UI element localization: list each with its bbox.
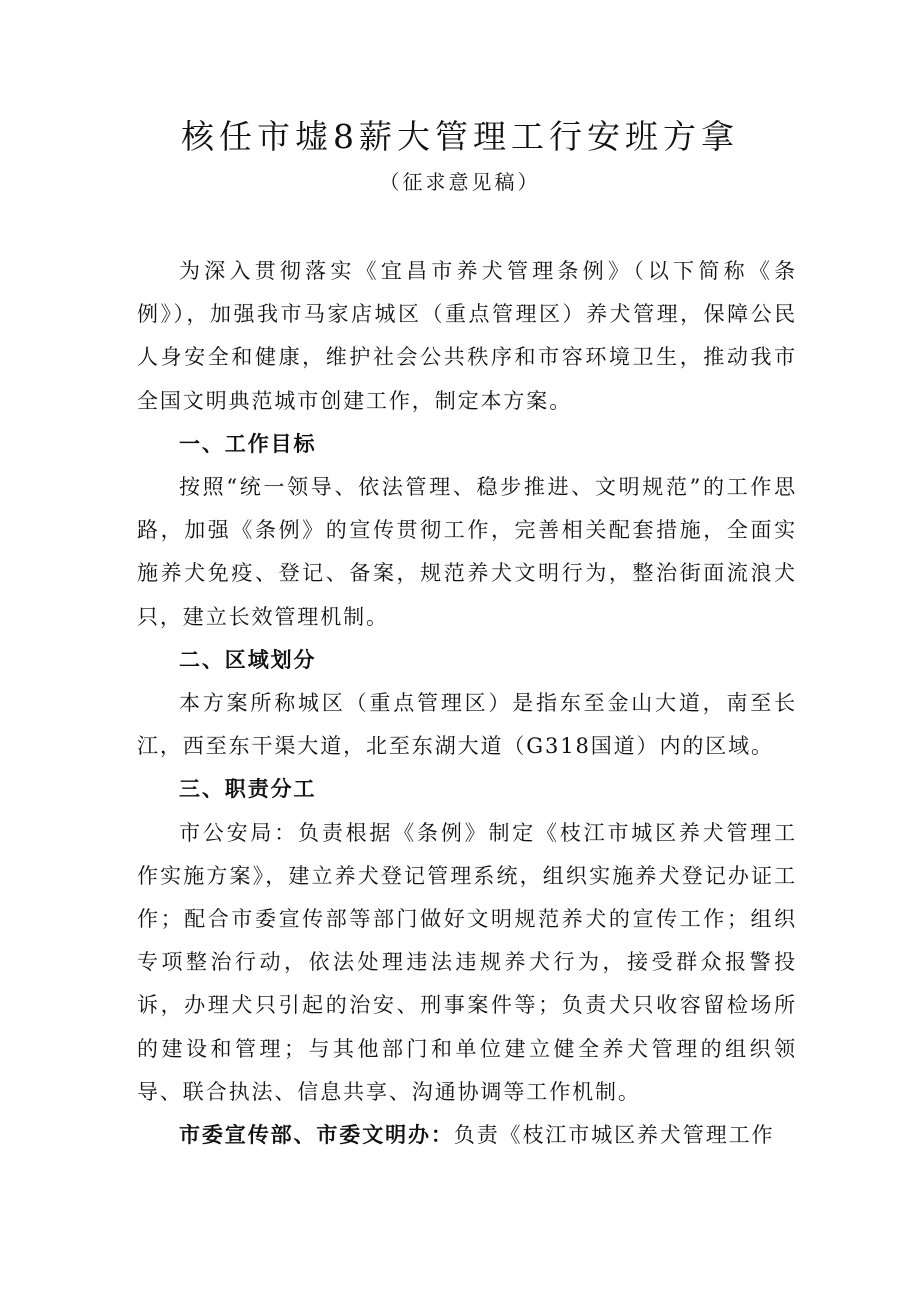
section-paragraph-duties: 市公安局：负责根据《条例》制定《枝江市城区养犬管理工作实施方案》，建立养犬登记管理系统，组织实施养犬登记办证工作；配合市委宣传部等部门做好文明规范养犬的宣传工作；组织专项整治行动，依法处理违法违规养犬行为，接受群众报警投诉，办理犬只引起的治安、刑事案件等；负责犬只收容留检场所的建设和管理；与其他部门和单位建立健全养犬管理的组织领导、联合执法、信息共享、沟通协调等工作机制。 xyxy=(137,820,797,1104)
section-heading-duties: 三、职责分工 xyxy=(179,777,317,802)
section-paragraph-goals: 按照“统一领导、依法管理、稳步推进、文明规范”的工作思路，加强《条例》的宣传贯彻工作，完善相关配套措施，全面实施养犬免疫、登记、备案，规范养犬文明行为，整治街面流浪犬只，建立长效管理机制。 xyxy=(137,475,797,629)
document-title: 核任市墟8薪大管理工行安班方拿 xyxy=(181,117,739,156)
last-paragraph-lead: 市委宣传部、市委文明办： xyxy=(179,1123,454,1148)
section-heading-goals: 一、工作目标 xyxy=(179,431,317,456)
document-subtitle: （征求意见稿） xyxy=(379,170,541,194)
last-paragraph xyxy=(137,1114,797,1157)
section-heading-zones: 二、区域划分 xyxy=(179,647,317,672)
document-body xyxy=(137,250,797,1157)
last-paragraph-text: 负责《枝江市城区养犬管理工作 xyxy=(453,1123,775,1148)
section-paragraph-zones: 本方案所称城区（重点管理区）是指东至金山大道，南至长江，西至东干渠大道，北至东湖大道（G318国道）内的区域。 xyxy=(137,691,797,759)
intro-paragraph: 为深入贯彻落实《宜昌市养犬管理条例》（以下简称《条例》），加强我市马家店城区（重点管理区）养犬管理，保障公民人身安全和健康，维护社会公共秩序和市容环境卫生，推动我市全国文明典范城市创建工作，制定本方案。 xyxy=(137,259,797,413)
